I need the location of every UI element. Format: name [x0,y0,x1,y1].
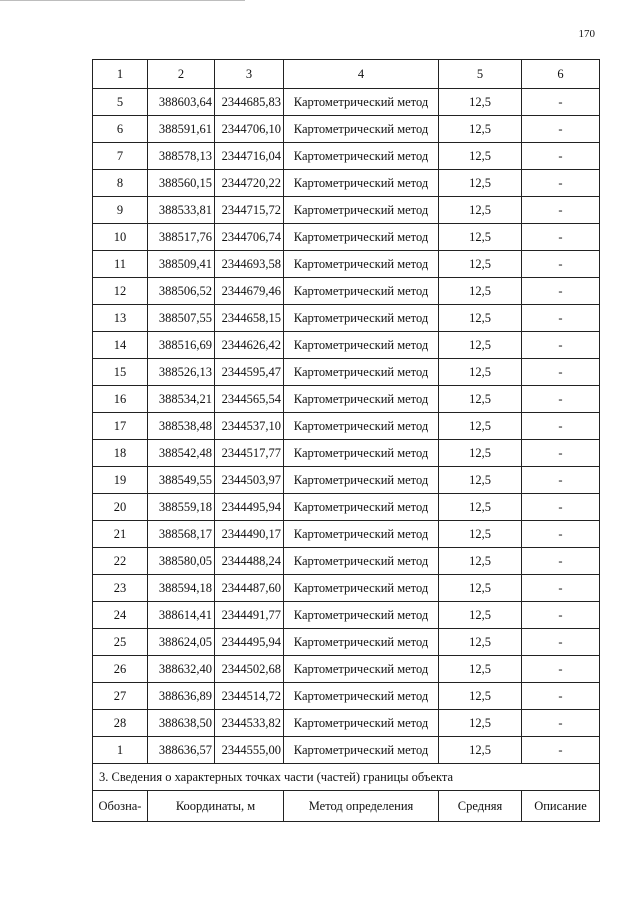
coord-x-cell: 388542,48 [148,440,215,467]
subheader-description: Описание [522,791,600,822]
accuracy-cell: 12,5 [439,278,522,305]
point-number-cell: 22 [93,548,148,575]
table-row [93,251,600,278]
table-row [93,116,600,143]
table-row [93,89,600,116]
section-title-row [93,764,600,791]
column-number-3: 3 [215,60,284,89]
coord-y-cell: 2344715,72 [215,197,284,224]
accuracy-cell: 12,5 [439,413,522,440]
description-cell: - [522,224,600,251]
coord-x-cell: 388580,05 [148,548,215,575]
coord-x-cell: 388534,21 [148,386,215,413]
column-number-row [93,60,600,89]
coord-x-cell: 388594,18 [148,575,215,602]
description-cell: - [522,197,600,224]
description-cell: - [522,359,600,386]
method-cell: Картометрический метод [284,710,439,737]
point-number-cell: 13 [93,305,148,332]
coord-y-cell: 2344502,68 [215,656,284,683]
point-number-cell: 21 [93,521,148,548]
section-title: 3. Сведения о характерных точках части (частей) границы объекта [93,764,600,791]
coord-x-cell: 388603,64 [148,89,215,116]
description-cell: - [522,467,600,494]
description-cell: - [522,710,600,737]
accuracy-cell: 12,5 [439,305,522,332]
point-number-cell: 19 [93,467,148,494]
table-row [93,197,600,224]
description-cell: - [522,737,600,764]
accuracy-cell: 12,5 [439,440,522,467]
description-cell: - [522,413,600,440]
coord-x-cell: 388636,57 [148,737,215,764]
coord-x-cell: 388614,41 [148,602,215,629]
page-number: 170 [578,28,595,40]
method-cell: Картометрический метод [284,170,439,197]
accuracy-cell: 12,5 [439,332,522,359]
coord-y-cell: 2344488,24 [215,548,284,575]
point-number-cell: 26 [93,656,148,683]
method-cell: Картометрический метод [284,332,439,359]
description-cell: - [522,548,600,575]
coord-y-cell: 2344595,47 [215,359,284,386]
point-number-cell: 25 [93,629,148,656]
point-number-cell: 24 [93,602,148,629]
coord-y-cell: 2344503,97 [215,467,284,494]
description-cell: - [522,629,600,656]
table-row [93,359,600,386]
point-number-cell: 9 [93,197,148,224]
method-cell: Картометрический метод [284,521,439,548]
method-cell: Картометрический метод [284,359,439,386]
subheader-average: Средняя [439,791,522,822]
point-number-cell: 15 [93,359,148,386]
description-cell: - [522,89,600,116]
accuracy-cell: 12,5 [439,683,522,710]
description-cell: - [522,575,600,602]
method-cell: Картометрический метод [284,494,439,521]
accuracy-cell: 12,5 [439,737,522,764]
description-cell: - [522,656,600,683]
accuracy-cell: 12,5 [439,224,522,251]
coord-x-cell: 388624,05 [148,629,215,656]
description-cell: - [522,278,600,305]
description-cell: - [522,170,600,197]
coord-x-cell: 388578,13 [148,143,215,170]
coord-x-cell: 388559,18 [148,494,215,521]
accuracy-cell: 12,5 [439,251,522,278]
coord-x-cell: 388517,76 [148,224,215,251]
method-cell: Картометрический метод [284,305,439,332]
point-number-cell: 16 [93,386,148,413]
coord-x-cell: 388509,41 [148,251,215,278]
method-cell: Картометрический метод [284,737,439,764]
coord-x-cell: 388506,52 [148,278,215,305]
accuracy-cell: 12,5 [439,89,522,116]
accuracy-cell: 12,5 [439,656,522,683]
accuracy-cell: 12,5 [439,548,522,575]
accuracy-cell: 12,5 [439,629,522,656]
method-cell: Картометрический метод [284,629,439,656]
coord-y-cell: 2344706,10 [215,116,284,143]
table-row [93,683,600,710]
point-number-cell: 17 [93,413,148,440]
point-number-cell: 5 [93,89,148,116]
table-row [93,467,600,494]
point-number-cell: 14 [93,332,148,359]
coord-y-cell: 2344533,82 [215,710,284,737]
point-number-cell: 11 [93,251,148,278]
accuracy-cell: 12,5 [439,143,522,170]
column-number-1: 1 [93,60,148,89]
top-scan-line [0,0,245,1]
coord-y-cell: 2344491,77 [215,602,284,629]
table-row [93,332,600,359]
subheader-method: Метод определения [284,791,439,822]
description-cell: - [522,683,600,710]
accuracy-cell: 12,5 [439,170,522,197]
method-cell: Картометрический метод [284,602,439,629]
method-cell: Картометрический метод [284,548,439,575]
coord-x-cell: 388507,55 [148,305,215,332]
table-row [93,602,600,629]
description-cell: - [522,332,600,359]
table-row [93,170,600,197]
accuracy-cell: 12,5 [439,575,522,602]
table-row [93,440,600,467]
coord-y-cell: 2344626,42 [215,332,284,359]
coord-y-cell: 2344495,94 [215,629,284,656]
accuracy-cell: 12,5 [439,467,522,494]
coord-y-cell: 2344685,83 [215,89,284,116]
table-row [93,629,600,656]
coord-x-cell: 388516,69 [148,332,215,359]
method-cell: Картометрический метод [284,251,439,278]
point-number-cell: 6 [93,116,148,143]
method-cell: Картометрический метод [284,440,439,467]
point-number-cell: 12 [93,278,148,305]
accuracy-cell: 12,5 [439,494,522,521]
point-number-cell: 23 [93,575,148,602]
method-cell: Картометрический метод [284,197,439,224]
table-row [93,143,600,170]
accuracy-cell: 12,5 [439,197,522,224]
point-number-cell: 8 [93,170,148,197]
column-number-2: 2 [148,60,215,89]
accuracy-cell: 12,5 [439,386,522,413]
coord-y-cell: 2344555,00 [215,737,284,764]
coord-x-cell: 388533,81 [148,197,215,224]
table-row [93,494,600,521]
column-number-4: 4 [284,60,439,89]
coord-x-cell: 388549,55 [148,467,215,494]
method-cell: Картометрический метод [284,386,439,413]
method-cell: Картометрический метод [284,575,439,602]
description-cell: - [522,116,600,143]
method-cell: Картометрический метод [284,224,439,251]
method-cell: Картометрический метод [284,683,439,710]
table-row [93,710,600,737]
coord-y-cell: 2344565,54 [215,386,284,413]
method-cell: Картометрический метод [284,413,439,440]
table-row [93,386,600,413]
description-cell: - [522,494,600,521]
method-cell: Картометрический метод [284,467,439,494]
point-number-cell: 7 [93,143,148,170]
point-number-cell: 1 [93,737,148,764]
description-cell: - [522,305,600,332]
coord-y-cell: 2344716,04 [215,143,284,170]
table-row [93,521,600,548]
coord-y-cell: 2344495,94 [215,494,284,521]
method-cell: Картометрический метод [284,656,439,683]
table-footer [93,764,600,822]
point-number-cell: 10 [93,224,148,251]
description-cell: - [522,251,600,278]
coord-y-cell: 2344658,15 [215,305,284,332]
coord-x-cell: 388632,40 [148,656,215,683]
coord-x-cell: 388591,61 [148,116,215,143]
coord-x-cell: 388526,13 [148,359,215,386]
coord-y-cell: 2344679,46 [215,278,284,305]
accuracy-cell: 12,5 [439,710,522,737]
table-row [93,224,600,251]
table-row [93,278,600,305]
table-row [93,656,600,683]
accuracy-cell: 12,5 [439,359,522,386]
coord-y-cell: 2344517,77 [215,440,284,467]
coord-x-cell: 388538,48 [148,413,215,440]
boundary-points-table [92,59,600,822]
coord-y-cell: 2344706,74 [215,224,284,251]
coord-x-cell: 388638,50 [148,710,215,737]
accuracy-cell: 12,5 [439,602,522,629]
column-number-6: 6 [522,60,600,89]
table-row [93,548,600,575]
accuracy-cell: 12,5 [439,116,522,143]
coord-x-cell: 388560,15 [148,170,215,197]
table-row [93,305,600,332]
point-number-cell: 28 [93,710,148,737]
table-row [93,413,600,440]
column-number-5: 5 [439,60,522,89]
method-cell: Картометрический метод [284,89,439,116]
table-body [93,60,600,764]
coord-x-cell: 388636,89 [148,683,215,710]
subheader-row [93,791,600,822]
description-cell: - [522,386,600,413]
accuracy-cell: 12,5 [439,521,522,548]
description-cell: - [522,521,600,548]
description-cell: - [522,440,600,467]
coord-y-cell: 2344537,10 [215,413,284,440]
point-number-cell: 27 [93,683,148,710]
method-cell: Картометрический метод [284,116,439,143]
method-cell: Картометрический метод [284,278,439,305]
coord-x-cell: 388568,17 [148,521,215,548]
table-row [93,737,600,764]
coord-y-cell: 2344514,72 [215,683,284,710]
coord-y-cell: 2344720,22 [215,170,284,197]
method-cell: Картометрический метод [284,143,439,170]
description-cell: - [522,602,600,629]
coord-y-cell: 2344693,58 [215,251,284,278]
point-number-cell: 18 [93,440,148,467]
point-number-cell: 20 [93,494,148,521]
description-cell: - [522,143,600,170]
coord-y-cell: 2344487,60 [215,575,284,602]
table-row [93,575,600,602]
subheader-designation: Обозна- [93,791,148,822]
coord-y-cell: 2344490,17 [215,521,284,548]
subheader-coordinates: Координаты, м [148,791,284,822]
